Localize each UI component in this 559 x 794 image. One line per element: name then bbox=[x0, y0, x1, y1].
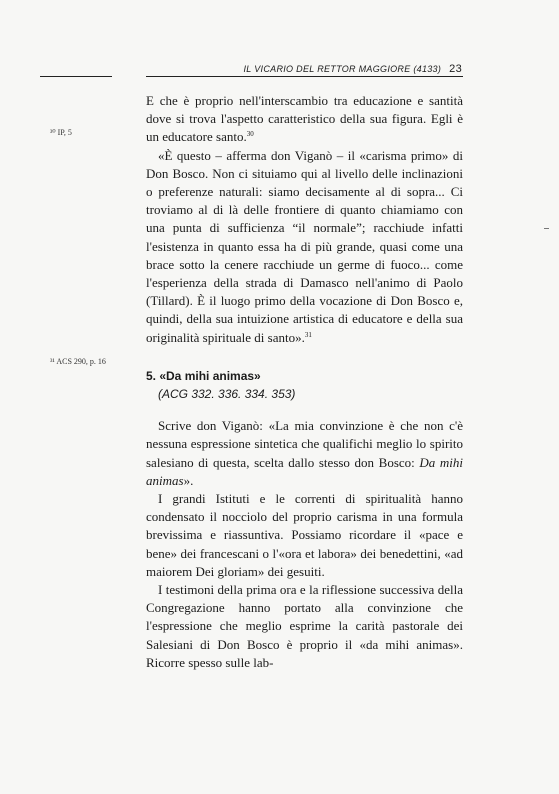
paragraph-4: I grandi Istituti e le correnti di spiritualità hanno condensato il nocciolo del proprio carisma in una formula brevissima e riassuntiva. Possiamo ricordare il «pace e bene» dei francescani o l'«ora et labora» dei benedettini, «ad maiorem Dei gloriam» dei gesuiti. bbox=[146, 491, 463, 579]
paragraph-3-text: Scrive don Viganò: «La mia convinzione è che non c'è nessuna espressione sintetica che qualifichi meglio lo spirito salesiano di questa, scelta dallo stesso don Bosco: bbox=[146, 418, 463, 470]
footnote-ref-31: 31 bbox=[304, 330, 312, 339]
paragraph-3 bbox=[146, 417, 463, 490]
paragraph-5: I testimoni della prima ora e la riflessione successiva della Congregazione hanno portato alla convinzione che l'espressione che meglio esprime la carità pastorale dei Salesiani di Don Bosco è proprio il «da mihi animas». Ricorre spesso sulle lab- bbox=[146, 582, 463, 670]
margin-mark bbox=[544, 228, 549, 229]
paragraph-2-text: «È questo – afferma don Viganò – il «carisma primo» di Don Bosco. Non ci situiamo qui al livello delle inclinazioni o preferenze naturali: siamo decisamente al di sopra... Ci troviamo al di là delle frontiere di quanto chiamiamo con una punta di sufficienza “il normale”; racchiude infatti l'esistenza in quanto essa ha di più grande, quasi come una brace sotto la cenere racchiude un germe di fuoco... come l'esperienza della strada di Damasco nell'animo di Paolo (Tillard). È il luogo primo della vocazione di Don Bosco e, quindi, della sua intuizione artistica di educatore e della sua originalità spirituale di santo». bbox=[146, 147, 463, 345]
main-text-column bbox=[146, 92, 463, 672]
page-number: 23 bbox=[449, 63, 462, 75]
paragraph-3-end: ». bbox=[183, 472, 194, 488]
running-header bbox=[0, 63, 462, 75]
paragraph-2 bbox=[146, 147, 463, 347]
header-rule-left bbox=[40, 76, 112, 77]
section-title: 5. «Da mihi animas» bbox=[146, 368, 261, 383]
paragraph-1-text: E che è proprio nell'interscambio tra educazione e santità dove si trova l'aspetto caratteristico della sua figura. Egli è un educatore santo. bbox=[146, 93, 463, 145]
margin-note-31: ³¹ ACS 290, p. 16 bbox=[50, 357, 106, 366]
paragraph-1 bbox=[146, 92, 463, 147]
section-reference: (ACG 332. 336. 334. 353) bbox=[158, 387, 296, 402]
margin-note-30: ³⁰ IP, 5 bbox=[50, 128, 72, 137]
footnote-ref-30: 30 bbox=[246, 130, 254, 139]
running-header-title: IL VICARIO DEL RETTOR MAGGIORE (4133) bbox=[243, 64, 442, 74]
paragraph-3-italic: Da mihi animas bbox=[146, 454, 464, 488]
header-rule-main bbox=[146, 76, 463, 77]
